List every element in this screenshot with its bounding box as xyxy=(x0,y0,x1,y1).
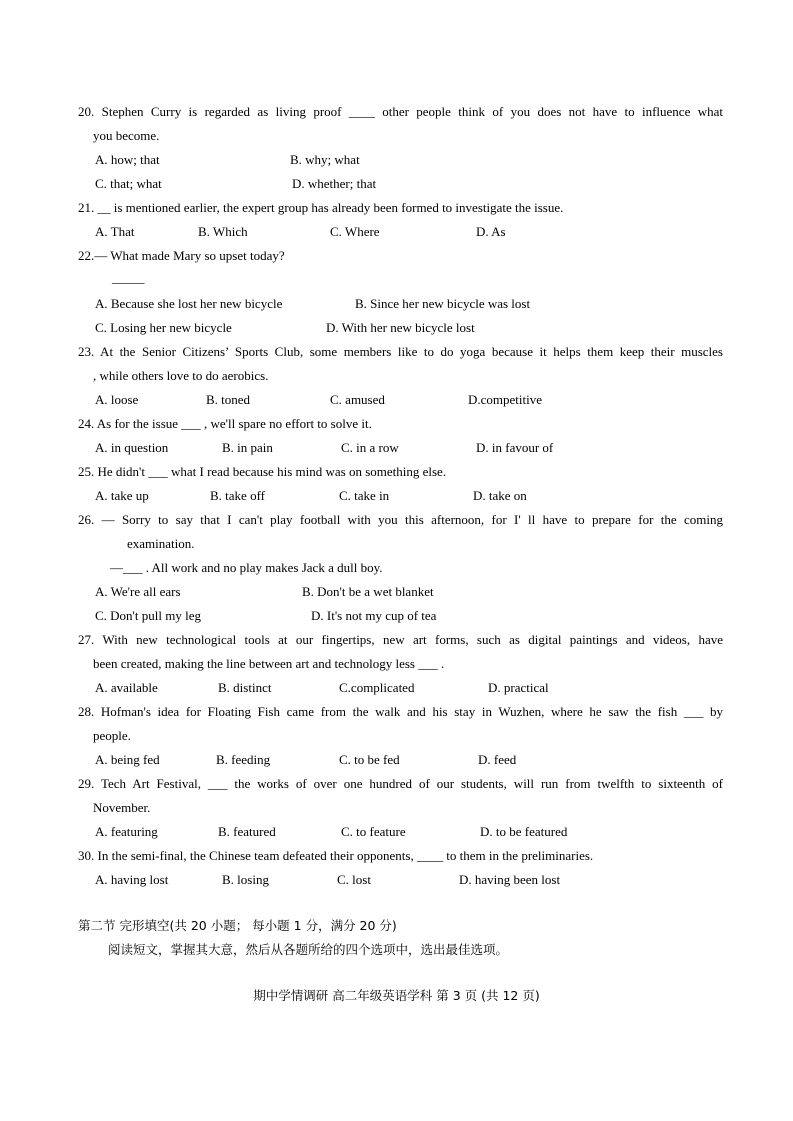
question-22-answer-blank: _____ xyxy=(112,270,145,285)
question-21-option-a: A. That xyxy=(95,224,135,239)
question-23-option-d: D.competitive xyxy=(468,392,543,407)
question-22-stem: 22.— What made Mary so upset today? xyxy=(78,248,285,263)
question-25-stem: 25. He didn't ___ what I read because his mind was on something else. xyxy=(78,464,447,479)
question-24-stem: 24. As for the issue ___ , we'll spare no effort to solve it. xyxy=(78,416,372,431)
question-28-option-d: D. feed xyxy=(478,752,517,767)
question-23-stem: 23. At the Senior Citizens’ Sports Club, some members like to do yoga because it helps them keep their muscles xyxy=(78,344,723,359)
question-29-option-c: C. to feature xyxy=(341,824,406,839)
question-26-continuation: examination. xyxy=(127,536,195,551)
question-30-option-c: C. lost xyxy=(337,872,371,887)
question-20-stem: 20. Stephen Curry is regarded as living proof ____ other people think of you does not have to influence what xyxy=(78,104,723,119)
question-25-option-b: B. take off xyxy=(210,488,265,503)
question-23-option-c: C. amused xyxy=(330,392,385,407)
question-24-option-a: A. in question xyxy=(95,440,169,455)
question-25-option-d: D. take on xyxy=(473,488,527,503)
question-22-option-a: A. Because she lost her new bicycle xyxy=(95,296,283,311)
question-22-option-d: D. With her new bicycle lost xyxy=(326,320,475,335)
question-26-option-a: A. We're all ears xyxy=(95,584,181,599)
question-28-option-b: B. feeding xyxy=(216,752,271,767)
question-23-continuation: , while others love to do aerobics. xyxy=(93,368,269,383)
question-26-option-c: C. Don't pull my leg xyxy=(95,608,201,623)
question-21-option-d: D. As xyxy=(476,224,506,239)
question-29-option-b: B. featured xyxy=(218,824,276,839)
page-footer: 期中学情调研 高二年级英语学科 第 3 页 (共 12 页) xyxy=(253,988,540,1003)
question-24-option-b: B. in pain xyxy=(222,440,273,455)
question-27-option-c: C.complicated xyxy=(339,680,415,695)
section-instruction: 阅读短文，掌握其大意，然后从各题所给的四个选项中，选出最佳选项。 xyxy=(108,942,509,957)
question-29-stem: 29. Tech Art Festival, ___ the works of over one hundred of our students, will run from twelfth to sixteenth of xyxy=(78,776,723,791)
question-20-option-b: B. why; what xyxy=(290,152,360,167)
question-20-option-d: D. whether; that xyxy=(292,176,377,191)
question-21-option-c: C. Where xyxy=(330,224,380,239)
question-24-option-d: D. in favour of xyxy=(476,440,554,455)
question-30-option-b: B. losing xyxy=(222,872,269,887)
question-30-option-d: D. having been lost xyxy=(459,872,561,887)
question-20-option-a: A. how; that xyxy=(95,152,160,167)
question-26-stem: 26. — Sorry to say that I can't play football with you this afternoon, for I' ll have to prepare for the coming xyxy=(78,512,723,527)
question-27-stem: 27. With new technological tools at our fingertips, new art forms, such as digital paintings and videos, have xyxy=(78,632,723,647)
question-30-option-a: A. having lost xyxy=(95,872,169,887)
question-27-continuation: been created, making the line between art and technology less ___ . xyxy=(93,656,445,671)
question-29-option-d: D. to be featured xyxy=(480,824,568,839)
question-27-option-a: A. available xyxy=(95,680,158,695)
question-28-stem: 28. Hofman's idea for Floating Fish came from the walk and his stay in Wuzhen, where he saw the fish ___ by xyxy=(78,704,723,719)
question-26-option-b: B. Don't be a wet blanket xyxy=(302,584,434,599)
question-24-option-c: C. in a row xyxy=(341,440,399,455)
question-22-option-c: C. Losing her new bicycle xyxy=(95,320,232,335)
question-23-option-b: B. toned xyxy=(206,392,251,407)
section-title: 第二节 完形填空(共 20 小题； 每小题 1 分，满分 20 分) xyxy=(78,918,397,933)
question-26-reply: —___ . All work and no play makes Jack a dull boy. xyxy=(110,560,383,575)
question-20-option-c: C. that; what xyxy=(95,176,162,191)
question-28-option-a: A. being fed xyxy=(95,752,160,767)
question-22-option-b: B. Since her new bicycle was lost xyxy=(355,296,531,311)
question-27-option-d: D. practical xyxy=(488,680,549,695)
question-29-continuation: November. xyxy=(93,800,151,815)
question-28-option-c: C. to be fed xyxy=(339,752,400,767)
question-27-option-b: B. distinct xyxy=(218,680,272,695)
question-21-stem: 21. __ is mentioned earlier, the expert group has already been formed to investigate the issue. xyxy=(78,200,564,215)
question-29-option-a: A. featuring xyxy=(95,824,158,839)
question-25-option-a: A. take up xyxy=(95,488,149,503)
question-23-option-a: A. loose xyxy=(95,392,139,407)
question-28-continuation: people. xyxy=(93,728,131,743)
question-25-option-c: C. take in xyxy=(339,488,390,503)
question-20-continuation: you become. xyxy=(93,128,160,143)
question-26-option-d: D. It's not my cup of tea xyxy=(311,608,437,623)
question-30-stem: 30. In the semi-final, the Chinese team defeated their opponents, ____ to them in the preliminaries. xyxy=(78,848,594,863)
question-21-option-b: B. Which xyxy=(198,224,248,239)
